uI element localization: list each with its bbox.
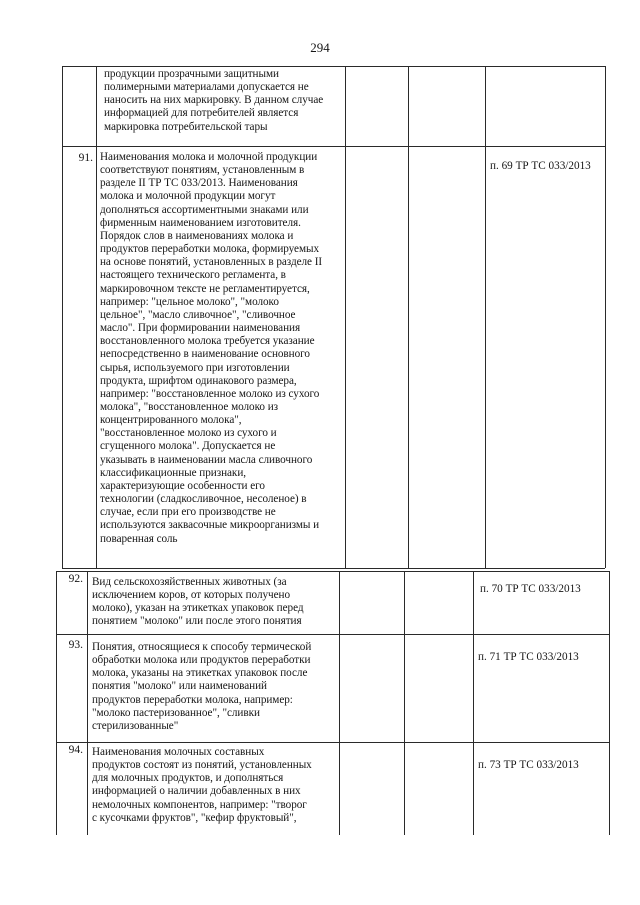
table-border-horizontal (56, 634, 609, 635)
table-border-horizontal (56, 742, 609, 743)
regulation-reference: п. 73 ТР ТС 033/2013 (478, 759, 579, 771)
regulation-reference: п. 70 ТР ТС 033/2013 (480, 583, 581, 595)
table-border-vertical (473, 571, 474, 835)
requirement-text: Наименования молока и молочной продукции соответствуют понятиям, установленным в разделе II ТР ТС 033/2013. Наименования молока и молочной продукции могут дополняться ассортиментными знаками или фирменным наименованием изготовителя. Порядок слов в наименованиях молока и продуктов переработки молока, формируемых на основе понятий, установленных в разделе II настоящего технического регламента, в маркировочном тексте не регламентируется, например: "цельное молоко", "молоко цельное", "масло сливочное", "сливочное масло". При формировании наименования восстановленного молока требуется указание непосредственно в наименование основного сырья, используемого при изготовлении продукта, шрифтом одинакового размера, например: "восстановленное молоко из сухого молока", "восстановленное молоко из концентрированного молока", "восстановленное молоко из сухого и сгущенного молока". Допускается не указывать в наименовании масла сливочного классификационные признаки, характеризующие особенности его технологии (сладкосливочное, несоленое) в случае, если при его производстве не используются заквасочные микроорганизмы и поваренная соль (100, 151, 323, 545)
table-border-horizontal (56, 571, 609, 572)
table-border-vertical (404, 571, 405, 835)
requirement-text: Вид сельскохозяйственных животных (за исключением коров, от которых получено молоко), указан на этикетках упаковок перед понятием "молоко" или после этого понятия (92, 576, 304, 628)
table-border-vertical (609, 571, 610, 835)
table-border-vertical (62, 66, 63, 568)
table-border-horizontal (62, 146, 605, 147)
table-border-vertical (87, 571, 88, 835)
regulation-reference: п. 69 ТР ТС 033/2013 (490, 160, 591, 172)
row-number: 94. (68, 744, 83, 756)
table-border-horizontal (62, 66, 605, 67)
table-border-vertical (56, 571, 57, 835)
row-number: 92. (68, 573, 83, 585)
table-border-vertical (605, 66, 606, 568)
table-border-vertical (408, 66, 409, 568)
page-number: 294 (310, 40, 330, 55)
row-number: 93. (68, 639, 83, 651)
regulation-reference: п. 71 ТР ТС 033/2013 (478, 651, 579, 663)
table-border-horizontal (62, 568, 605, 569)
requirement-text: продукции прозрачными защитными полимерными материалами допускается не наносить на них маркировку. В данном случае информацией для потребителей является маркировка потребительской тары (104, 68, 324, 133)
requirement-text: Наименования молочных составных продуктов состоят из понятий, установленных для молочных продуктов, и дополняться информацией о наличии добавленных в них немолочных компонентов, например: "творог с кусочками фруктов", "кефир фруктовый", (92, 746, 312, 824)
table-border-vertical (96, 66, 97, 568)
requirement-text: Понятия, относящиеся к способу термической обработки молока или продуктов переработки молока, указаны на этикетках упаковок после понятия "молоко" или наименований продуктов переработки молока, например: "молоко пастеризованное", "сливки стерилизованные" (92, 641, 312, 732)
table-border-vertical (485, 66, 486, 568)
row-number: 91. (78, 152, 93, 164)
